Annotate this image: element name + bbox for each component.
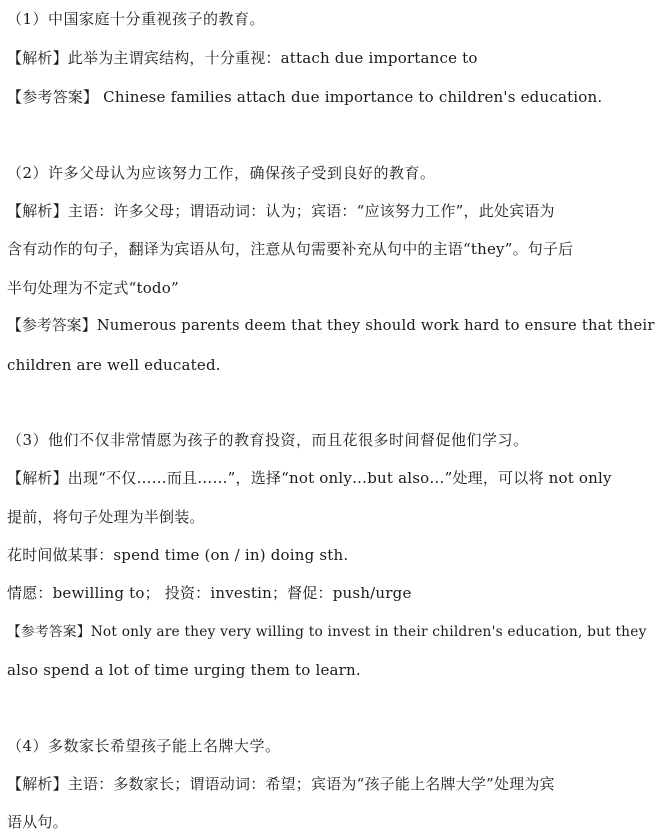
analysis-3-line-2: 提前，将句子处理为半倒装。 [7,508,205,526]
answer-2-line-2: children are well educated. [7,356,221,374]
answer-2-line-1: 【参考答案】Numerous parents deem that they should work hard to ensure that their [7,317,655,334]
question-1: （1）中国家庭十分重视孩子的教育。 [7,10,266,28]
analysis-4-line-1: 【解析】主语：多数家长；谓语动词：希望；宾语为“孩子能上名牌大学”处理为宾 [7,775,555,793]
analysis-3-line-3: 花时间做某事：spend time (on / in) doing sth. [7,546,349,564]
analysis-2-line-2: 含有动作的句子，翻译为宾语从句，注意从句需要补充从句中的主语“they”。句子后 [7,240,574,258]
analysis-3-line-1: 【解析】出现“不仅……而且……”，选择“not only…but also…”处理，可以将 not only [7,469,612,487]
analysis-4-line-2: 语从句。 [7,813,68,831]
answer-1-line-1: 【参考答案】 Chinese families attach due importance to children's education. [7,88,603,106]
question-4: （4）多数家长希望孩子能上名牌大学。 [7,737,281,755]
analysis-2-line-3: 半句处理为不定式“todo” [7,279,179,297]
analysis-2-line-1: 【解析】主语：许多父母；谓语动词：认为；宾语：“应该努力工作”，此处宾语为 [7,202,555,220]
question-3: （3）他们不仅非常情愿为孩子的教育投资，而且花很多时间督促他们学习。 [7,431,529,449]
answer-3-line-2: also spend a lot of time urging them to learn. [7,661,361,679]
analysis-1-line-1: 【解析】此举为主谓宾结构，十分重视：attach due importance to [7,49,478,67]
analysis-3-line-4: 情愿：bewilling to； 投资：investin；督促：push/urge [7,584,412,602]
question-2: （2）许多父母认为应该努力工作，确保孩子受到良好的教育。 [7,164,436,182]
answer-3-line-1: 【参考答案】Not only are they very willing to invest in their children's education, but they [7,624,647,640]
